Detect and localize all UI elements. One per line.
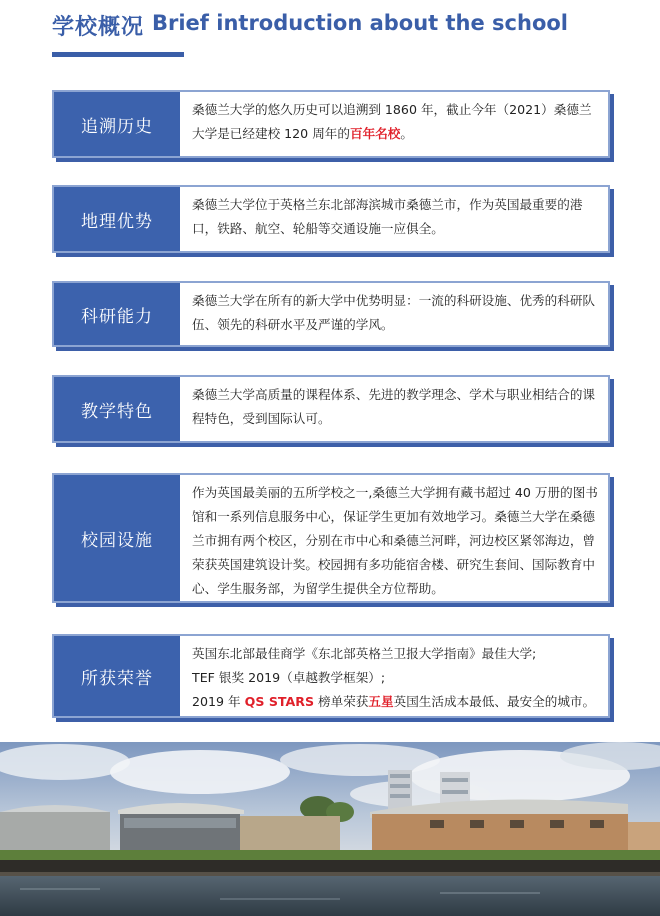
title-underline bbox=[52, 52, 184, 57]
card-text-honors bbox=[192, 642, 600, 714]
page-title-cn: 学校概况 bbox=[52, 15, 145, 40]
card-text-history: 桑德兰大学的悠久历史可以追溯到 1860 年，截止今年（2021）桑德兰大学是已经建校 120 周年的百年名校。 bbox=[192, 102, 592, 141]
card-teaching bbox=[52, 375, 610, 443]
card-text-research: 桑德兰大学在所有的新大学中优势明显：一流的科研设施、优秀的科研队伍、领先的科研水平及严谨的学风。 bbox=[192, 293, 595, 332]
card-text-campus: 作为英国最美丽的五所学校之一,桑德兰大学拥有藏书超过 40 万册的图书馆和一系列信息服务中心，保证学生更加有效地学习。桑德兰大学在桑德兰市拥有两个校区，分别在市中心和桑德兰河畔，河边校区紧邻海边，曾荣获英国建筑设计奖。校园拥有多功能宿舍楼、研究生套间、国际教育中心、学生服务部，为留学生提供全方位帮助。 bbox=[192, 485, 598, 596]
card-label-history: 追溯历史 bbox=[54, 92, 180, 156]
card-text-teaching: 桑德兰大学高质量的课程体系、先进的教学理念、学术与职业相结合的课程特色，受到国际认可。 bbox=[192, 387, 595, 426]
card-history bbox=[52, 90, 610, 158]
card-research bbox=[52, 281, 610, 347]
card-honors bbox=[52, 634, 610, 718]
honor-line-1: 英国东北部最佳商学《东北部英格兰卫报大学指南》最佳大学; bbox=[192, 646, 537, 661]
card-label-honors: 所获荣誉 bbox=[54, 636, 180, 716]
highlight-five-star: 五星 bbox=[368, 694, 394, 709]
highlight-qs-stars: QS STARS bbox=[244, 694, 315, 709]
card-text-geography: 桑德兰大学位于英格兰东北部海滨城市桑德兰市，作为英国最重要的港口，铁路、航空、轮船等交通设施一应俱全。 bbox=[192, 197, 583, 236]
highlight-century-school: 百年名校 bbox=[349, 126, 401, 141]
card-label-research: 科研能力 bbox=[54, 283, 180, 345]
card-geography bbox=[52, 185, 610, 253]
honor-line-2: TEF 银奖 2019（卓越教学框架）; bbox=[192, 670, 386, 685]
page-header bbox=[52, 10, 652, 60]
card-label-campus: 校园设施 bbox=[54, 475, 180, 601]
campus-photo bbox=[0, 742, 660, 916]
honor-line-3: 2019 年 QS STARS 榜单荣获五星英国生活成本最低、最安全的城市。 bbox=[192, 694, 596, 709]
card-campus bbox=[52, 473, 610, 603]
card-label-teaching: 教学特色 bbox=[54, 377, 180, 441]
card-label-geography: 地理优势 bbox=[54, 187, 180, 251]
page-title-en: Brief introduction about the school bbox=[152, 11, 569, 35]
